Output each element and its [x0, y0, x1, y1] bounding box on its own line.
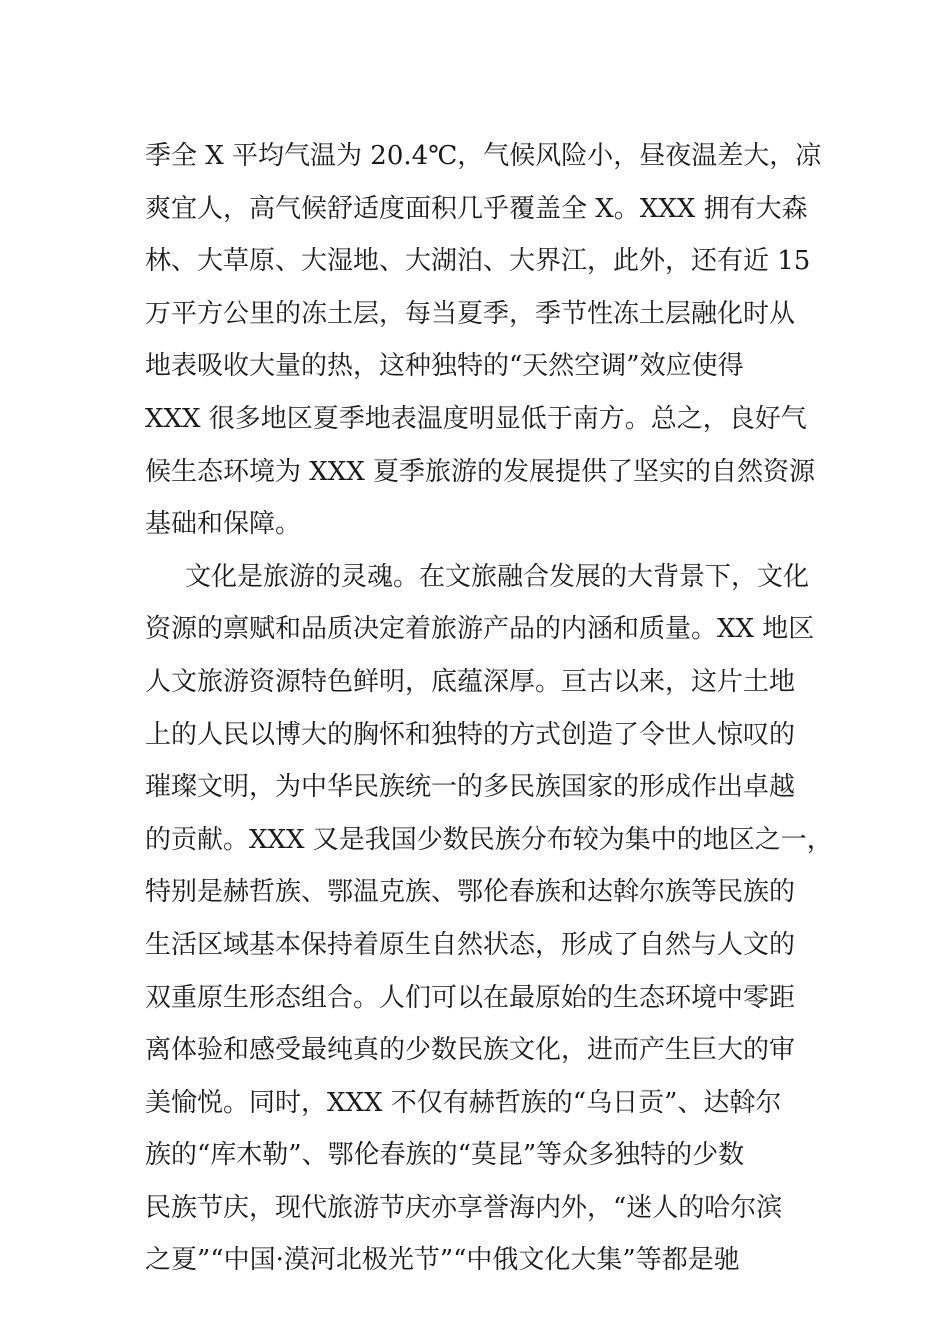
text-line: 地表吸收大量的热，这种独特的“天然空调”效应使得: [145, 351, 744, 382]
text-line: 林、大草原、大湿地、大湖泊、大界江，此外，还有近 15: [145, 246, 811, 277]
text-line: 特别是赫哲族、鄂温克族、鄂伦春族和达斡尔族等民族的: [145, 877, 796, 908]
text-line: 族的“库木勒”、鄂伦春族的“莫昆”等众多独特的少数: [145, 1140, 745, 1171]
text-line: 基础和保障。: [145, 509, 302, 540]
text-line: 的贡献。XXX 又是我国少数民族分布较为集中的地区之一，: [145, 824, 833, 855]
text-line: 双重原生形态组合。人们可以在最原始的生态环境中零距: [145, 982, 796, 1013]
text-line: 候生态环境为 XXX 夏季旅游的发展提供了坚实的自然资源: [145, 456, 816, 487]
document-body: [145, 130, 833, 1287]
text-line: 离体验和感受最纯真的少数民族文化，进而产生巨大的审: [145, 1035, 796, 1066]
text-line: 资源的禀赋和品质决定着旅游产品的内涵和质量。XX 地区: [145, 614, 815, 645]
text-line: 爽宜人，高气候舒适度面积几乎覆盖全 X。XXX 拥有大森: [145, 193, 808, 224]
paragraph-climate: [145, 130, 822, 551]
text-line: 季全 X 平均气温为 20.4℃，气候风险小，昼夜温差大，凉: [145, 141, 822, 171]
text-line: 人文旅游资源特色鲜明，底蕴深厚。亘古以来，这片土地: [145, 666, 796, 697]
text-line: 生活区域基本保持着原生自然状态，形成了自然与人文的: [145, 929, 796, 960]
text-line-first: 文化是旅游的灵魂。在文旅融合发展的大背景下，文化: [185, 561, 810, 592]
text-line: 民族节庆，现代旅游节庆亦享誉海内外，“迷人的哈尔滨: [145, 1192, 783, 1223]
text-line: XXX 很多地区夏季地表温度明显低于南方。总之，良好气: [145, 403, 807, 434]
text-line: 璀璨文明，为中华民族统一的多民族国家的形成作出卓越: [145, 772, 796, 803]
text-line: 上的人民以博大的胸怀和独特的方式创造了令世人惊叹的: [145, 719, 796, 750]
text-line: 之夏”“中国·漠河北极光节”“中俄文化大集”等都是驰: [145, 1245, 740, 1276]
text-line: 万平方公里的冻土层，每当夏季，季节性冻土层融化时从: [145, 298, 796, 329]
paragraph-culture: [145, 551, 833, 1287]
text-line: 美愉悦。同时，XXX 不仅有赫哲族的“乌日贡”、达斡尔: [145, 1087, 782, 1118]
